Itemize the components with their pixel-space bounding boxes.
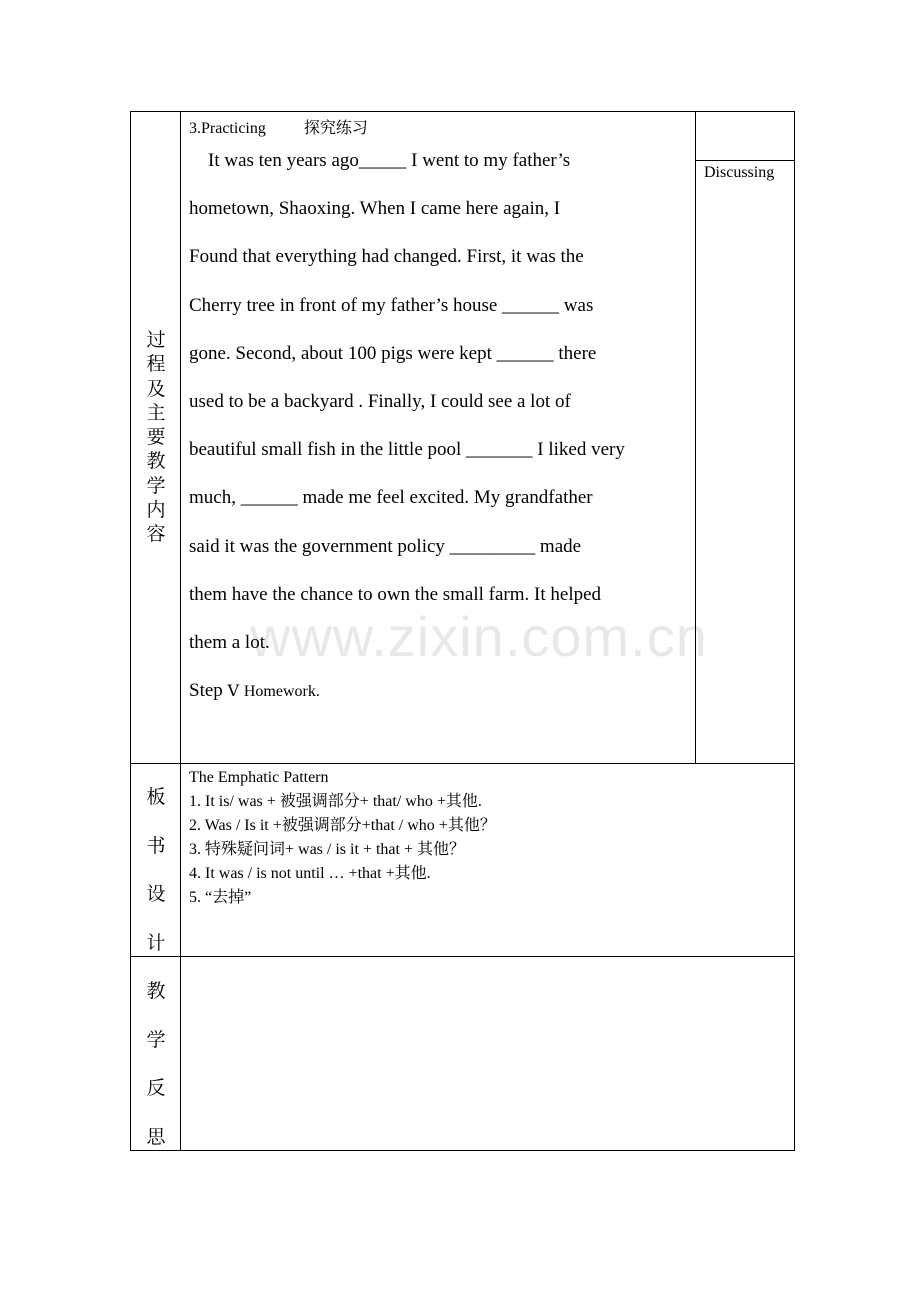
step-label: Step	[189, 680, 223, 702]
section-heading	[189, 115, 368, 138]
row1-label-char: 过	[146, 330, 166, 351]
row2-bottom-border	[130, 956, 795, 957]
row1-label-char: 及	[146, 378, 166, 400]
passage-line: hometown, Shaoxing. When I came here again, I	[189, 198, 561, 220]
row1-label-char: 要	[146, 427, 166, 449]
row1-label-char: 学	[146, 475, 166, 497]
watermark: www.zixin.com.cn	[250, 605, 708, 668]
board-item: 2. Was / Is it +被强调部分+that / who +其他？	[189, 817, 496, 834]
board-design	[189, 766, 496, 910]
table-bottom-border	[130, 1150, 795, 1151]
passage-line: beautiful small fish in the little pool _______ I liked very	[189, 439, 625, 461]
row3-label	[131, 968, 181, 1162]
row1-label-char: 教	[146, 451, 166, 473]
row1-label-char: 内	[146, 500, 166, 522]
row3-label-char: 反	[146, 1078, 166, 1099]
step-line	[189, 667, 694, 715]
row1-label-char: 程	[146, 354, 166, 376]
table-right-border	[794, 111, 795, 1151]
passage-line: It was ten years ago_____ I went to my father’s	[208, 150, 571, 171]
board-title: The Emphatic Pattern	[189, 769, 329, 786]
row3-label-char: 学	[146, 1029, 166, 1051]
passage-line: them a lot.	[189, 631, 270, 653]
board-item: 4. It was / is not until … +that +其他.	[189, 865, 431, 882]
method-cell-divider	[695, 160, 795, 161]
row2-label-char: 计	[146, 932, 166, 954]
passage-line: used to be a backyard . Finally, I could see a lot of	[189, 390, 571, 412]
row1-label-char: 主	[146, 402, 166, 424]
board-item: 1. It is/ was + 被强调部分+ that/ who +其他.	[189, 793, 482, 810]
method-cell	[704, 164, 774, 182]
row3-label-char: 教	[146, 981, 166, 1002]
passage-line: Cherry tree in front of my father’s house ______ was	[189, 294, 594, 316]
passage-line: Found that everything had changed. First, it was the	[189, 246, 584, 268]
row1-label-char: 容	[146, 524, 166, 546]
row2-label-char: 板	[146, 787, 166, 808]
section-title-cn: 探究练习	[303, 120, 368, 137]
row3-label-char: 思	[146, 1126, 166, 1148]
row1-label	[131, 329, 181, 548]
method-label: Discussing	[704, 164, 775, 181]
board-item: 5. “去掉”	[189, 889, 252, 906]
step-numeral: Ⅴ	[227, 683, 240, 701]
passage-line: much, ______ made me feel excited. My grandfather	[189, 487, 593, 509]
passage-line: them have the chance to own the small farm. It helped	[189, 583, 602, 605]
board-item: 3. 特殊疑问词+ was / is it + that + 其他？	[189, 841, 465, 858]
step-text: Homework.	[243, 683, 320, 701]
row2-label-char: 书	[146, 835, 166, 857]
row2-label-char: 设	[146, 884, 166, 905]
section-title: 3.Practicing	[189, 120, 266, 137]
passage-line: said it was the government policy _________ made	[189, 535, 582, 557]
row2-label	[131, 774, 181, 968]
passage-line: gone. Second, about 100 pigs were kept ______ there	[189, 342, 597, 364]
